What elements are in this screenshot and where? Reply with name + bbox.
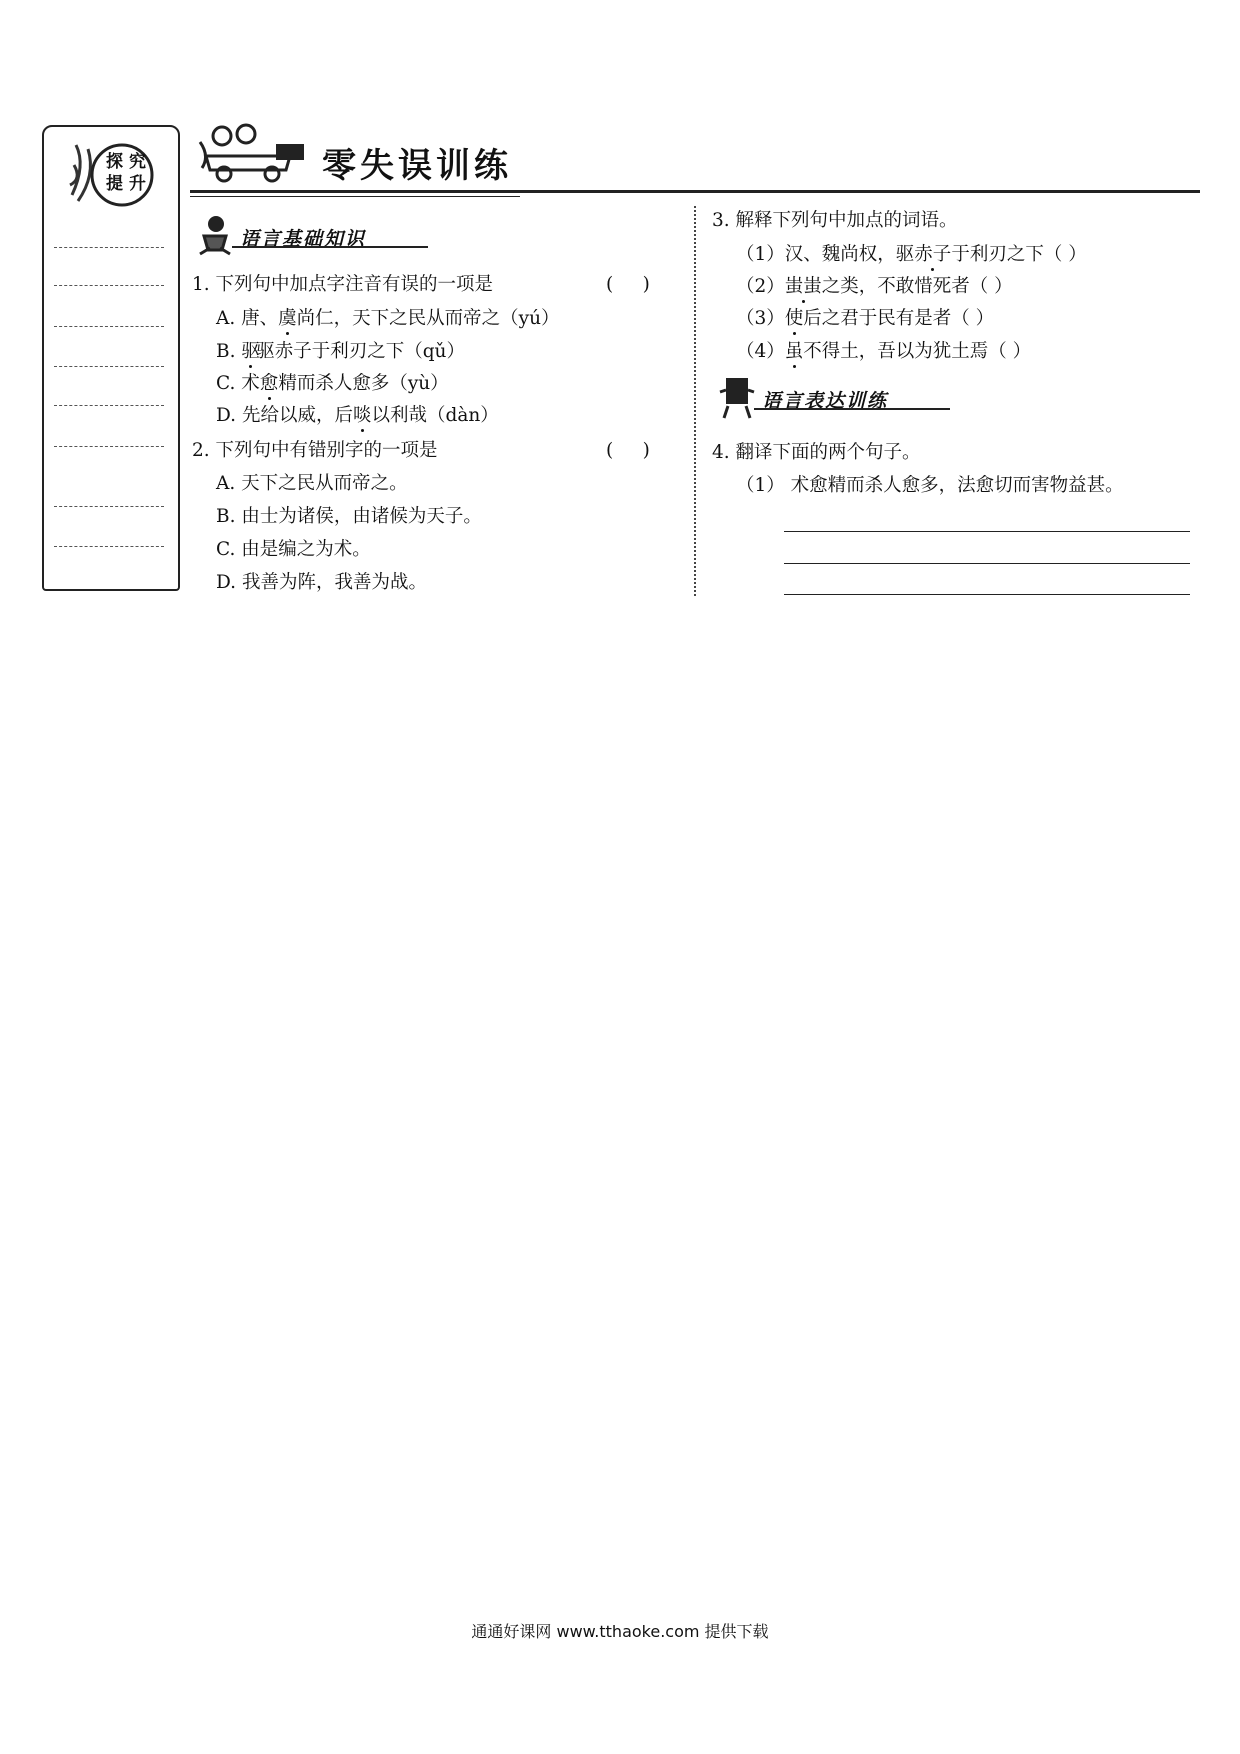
section-underline (754, 408, 950, 410)
dotted-char: 啖 (352, 405, 372, 426)
sidebar-line (54, 247, 164, 248)
footer-credit: 通通好课网 www.tthaoke.com 提供下载 (471, 1622, 769, 1641)
option-d: D. 我善为阵，我善为战。 (216, 572, 427, 593)
section-underline (232, 246, 428, 248)
sidebar-line (54, 326, 164, 327)
answer-bracket: ( ) (606, 274, 650, 295)
dotted-char: 愈 (259, 373, 279, 394)
section-title: 语言表达训练 (762, 390, 889, 412)
sidebar-line (54, 405, 164, 406)
section-header-basics (196, 214, 436, 258)
dotted-word: 蚩蚩 (784, 276, 822, 297)
dotted-char: 驱 (241, 341, 260, 362)
cart-mascot-icon (190, 122, 310, 184)
option-b: B. 由士为诸侯，由诸候为天子。 (216, 506, 482, 527)
header-rule (190, 190, 1200, 193)
sidebar-line (54, 285, 164, 286)
dotted-word: 虽 (784, 341, 804, 362)
q3-item-1: （1）汉、魏尚权，驱赤子于利刃之下（ ） (736, 244, 1087, 265)
sidebar-line (54, 366, 164, 367)
question-3-stem: 3. 解释下列句中加点的词语。 (712, 210, 958, 231)
option-c: C. 由是编之为术。 (216, 539, 371, 560)
badge-text: 探 究 提 升 (106, 152, 146, 194)
header-rule (190, 196, 520, 197)
option-c: C. 术愈精而杀人愈多（yù） (216, 373, 449, 394)
sidebar-line (54, 506, 164, 507)
pencil-mascot-icon (196, 214, 234, 258)
book-mascot-icon (718, 376, 756, 420)
answer-line (784, 563, 1190, 564)
answer-line (784, 594, 1190, 595)
dotted-word: 赤子 (914, 244, 952, 265)
dotted-word: 使 (784, 308, 804, 329)
question-2-stem: 2. 下列句中有错别字的一项是 (192, 440, 438, 461)
q3-item-3: （3）使后之君于民有是者（ ） (736, 308, 995, 329)
option-a: A. 唐、虞尚仁，天下之民从而帝之（yú） (216, 308, 560, 329)
option-b: B. 驱驱赤子于利刃之下（qǔ） (216, 341, 465, 362)
column-divider (694, 206, 696, 596)
sidebar-line (54, 546, 164, 547)
q4-item-1: （1） 术愈精而杀人愈多，法愈切而害物益甚。 (736, 475, 1124, 496)
sidebar-line (54, 446, 164, 447)
q3-item-2: （2）蚩蚩之类，不敢惜死者（ ） (736, 276, 1013, 297)
question-4-stem: 4. 翻译下面的两个句子。 (712, 442, 921, 463)
section-title: 语言基础知识 (240, 228, 367, 250)
page-title: 零失误训练 (322, 146, 512, 186)
answer-bracket: ( ) (606, 440, 650, 461)
option-a: A. 天下之民从而帝之。 (216, 473, 408, 494)
dotted-char: 虞 (278, 308, 297, 329)
option-d: D. 先给以威，后啖以利哉（dàn） (216, 405, 499, 426)
answer-line (784, 531, 1190, 532)
question-1-stem: 1. 下列句中加点字注音有误的一项是 (192, 274, 494, 295)
section-header-expression (718, 376, 958, 420)
q3-item-4: （4）虽不得土，吾以为犹土焉（ ） (736, 341, 1032, 362)
